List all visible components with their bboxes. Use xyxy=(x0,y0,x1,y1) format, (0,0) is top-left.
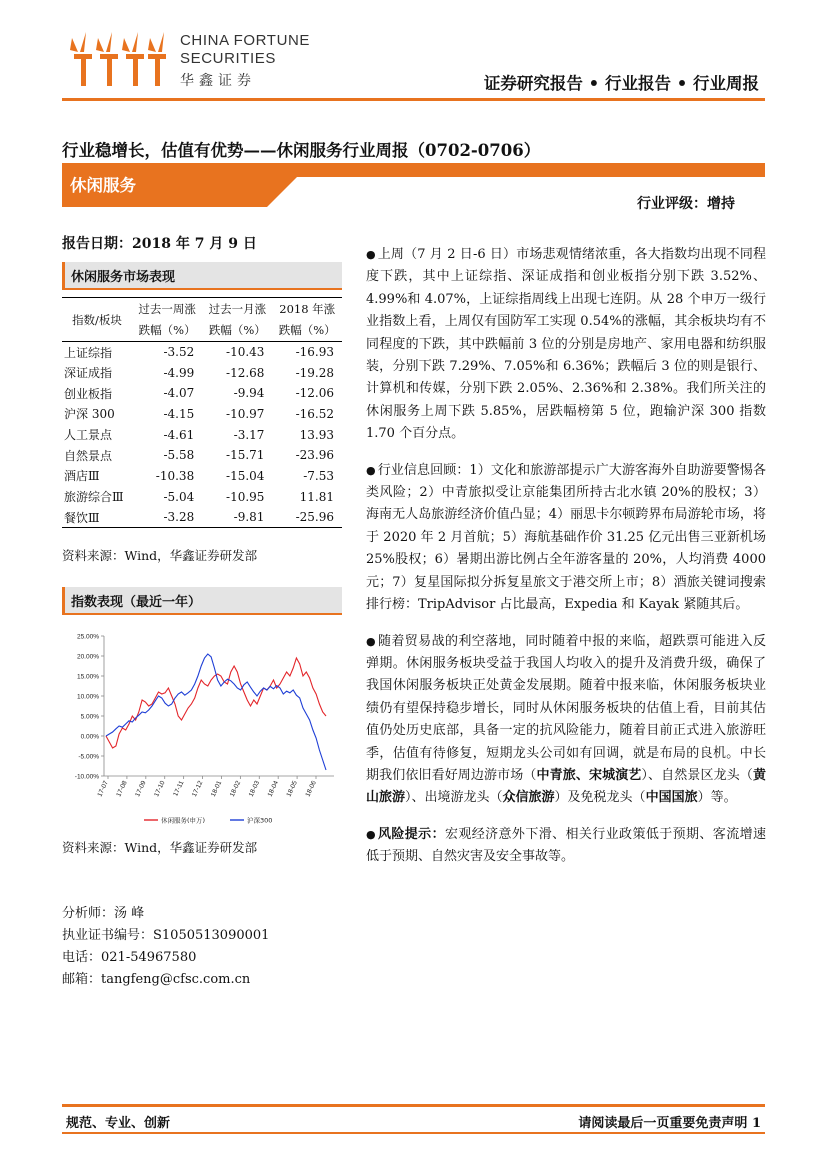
header-divider xyxy=(62,98,765,101)
x-tick-label: 18-02 xyxy=(228,779,243,798)
bullet-icon: ● xyxy=(366,634,376,648)
chart-section-rule xyxy=(62,613,342,615)
analyst-phone: 电话：021-54967580 xyxy=(62,950,197,965)
x-tick-label: 17-10 xyxy=(153,779,167,798)
industry-rating: 行业评级：增持 xyxy=(637,196,735,212)
report-date: 报告日期：2018 年 7 月 9 日 xyxy=(62,236,257,252)
index-performance-chart xyxy=(62,622,342,832)
table-row: 自然景点 -5.58 -15.71 -23.96 xyxy=(64,448,334,463)
table-row: 深证成指 -4.99 -12.68 -19.28 xyxy=(64,365,334,381)
chart-section-header: 指数表现（最近一年） xyxy=(62,587,342,613)
x-tick-label: 17-12 xyxy=(190,779,205,798)
table-row: 餐饮Ⅲ -3.28 -9.81 -25.96 xyxy=(62,507,342,528)
analyst-name: 分析师：汤 峰 xyxy=(62,906,145,921)
market-section-header: 休闲服务市场表现 xyxy=(62,262,342,288)
series-line-0 xyxy=(106,658,326,748)
footer-slogan: 规范、专业、创新 xyxy=(66,1116,171,1131)
col-header-index: 指数/板块 xyxy=(62,298,132,342)
y-tick-label: -10.00% xyxy=(74,773,99,781)
col-header-month: 过去一月涨 xyxy=(202,298,272,320)
body-text xyxy=(366,244,766,883)
y-tick-label: -5.00% xyxy=(78,753,99,761)
line-chart-svg xyxy=(62,622,342,832)
y-tick-label: 15.00% xyxy=(76,673,99,681)
fortune-logo-icon xyxy=(62,28,172,88)
col-header-month-unit: 跌幅（%） xyxy=(202,320,272,342)
paragraph-outlook: ● 随着贸易战的利空落地，同时随着中报的来临，超跌票可能进入反弹期。休闲服务板块受益于我国人均收入的提升及消费升级，确保了我国休闲服务板块正处黄金发展期。随着中报来临，休闲服务板块业绩仍有望保持稳步增长，同时从休闲服务板块的估值上看，目前其估值仍处历史底部，具备一定的抗风险能力，随着目前正式进入旅游旺季，估值有待修复，短期龙头公司如有回调，就是布局的良机。中长期我们依旧看好周边游市场（中青旅、宋城演艺）、自然景区龙头（黄山旅游）、出境游龙头（众信旅游）及免税龙头（中国国旅）等。 xyxy=(366,633,766,806)
x-tick-label: 18-04 xyxy=(266,779,280,798)
x-tick-label: 18-05 xyxy=(285,779,299,798)
x-tick-label: 18-01 xyxy=(209,779,224,798)
analyst-email[interactable]: 邮箱：tangfeng@cfsc.com.cn xyxy=(62,972,251,987)
paragraph-risk: ● 风险提示：宏观经济意外下滑、相关行业政策低于预期、客流增速低于预期、自然灾害及安全事故等。 xyxy=(366,826,766,865)
col-header-week: 过去一周涨 xyxy=(132,298,202,320)
footer xyxy=(62,1104,765,1134)
x-tick-label: 17-09 xyxy=(134,779,148,798)
table-row: 人工景点 -4.61 -3.17 13.93 xyxy=(64,427,334,443)
y-tick-label: 10.00% xyxy=(76,693,99,701)
analyst-cert: 执业证书编号：S1050513090001 xyxy=(62,928,270,943)
bullet-icon: ● xyxy=(366,248,376,261)
table-source: 资料来源：Wind，华鑫证券研发部 xyxy=(62,548,258,563)
report-title: 行业稳增长，估值有优势——休闲服务行业周报（0702-0706） xyxy=(62,141,541,160)
legend-label: 沪深300 xyxy=(247,816,273,825)
x-tick-label: 18-03 xyxy=(247,779,262,798)
legend-label: 休闲服务(申万) xyxy=(161,816,206,825)
x-tick-label: 17-11 xyxy=(172,779,186,798)
chart-source: 资料来源：Wind，华鑫证券研发部 xyxy=(62,840,258,855)
market-performance-table xyxy=(62,297,342,528)
table-row: 旅游综合Ⅲ -5.04 -10.95 11.81 xyxy=(64,489,334,505)
table-row: 上证综指 -3.52 -10.43 -16.93 xyxy=(64,345,334,360)
y-tick-label: 5.00% xyxy=(80,713,99,721)
sector-label: 休闲服务 xyxy=(70,176,136,195)
paragraph-market-review: ● 上周（7 月 2 日-6 日）市场悲观情绪浓重，各大指数均出现不同程度下跌，其中上证综指、深证成指和创业板指分别下跌 3.52%、4.99%和 4.07%，上证综指周线上出现七连阴。从 28 个申万一级行业指数上看，上周仅有国防军工实现 0.54%的涨幅，其余板块均有不同程度的下跌，其中跌幅前 3 位的分别是房地产、家用电器和纺织服装，分别下跌 7.29%、7.05%和 6.36%；跌幅后 3 位的则是银行、计算机和传媒，分别下跌 2.05%、2.36%和 2.38%。我们所关注的休闲服务上周下跌 5.85%，居跌幅榜第 5 位，跑输沪深 300 指数 1.70 个百分点。 xyxy=(366,247,766,442)
y-tick-label: 0.00% xyxy=(80,733,99,741)
logo-chinese: 华鑫证券 xyxy=(180,73,256,89)
x-tick-label: 18-06 xyxy=(304,779,318,798)
x-tick-label: 17-08 xyxy=(115,779,129,798)
report-type: 证券研究报告 • 行业报告 • 行业周报 xyxy=(483,74,759,93)
footer-disclaimer: 请阅读最后一页重要免责声明 1 xyxy=(578,1116,761,1131)
bullet-icon: ● xyxy=(366,827,376,841)
y-tick-label: 20.00% xyxy=(76,653,99,661)
col-header-year: 2018 年涨 xyxy=(272,298,342,320)
company-logo xyxy=(62,22,382,92)
table-row: 创业板指 -4.07 -9.94 -12.06 xyxy=(64,386,334,401)
col-header-week-unit: 跌幅（%） xyxy=(132,320,202,342)
logo-english: CHINA FORTUNE SECURITIES xyxy=(180,32,311,67)
col-header-year-unit: 跌幅（%） xyxy=(272,320,342,342)
y-tick-label: 25.00% xyxy=(76,633,99,641)
bullet-icon: ● xyxy=(366,463,376,477)
x-tick-label: 17-07 xyxy=(96,779,110,798)
table-row: 沪深 300 -4.15 -10.97 -16.52 xyxy=(64,406,334,422)
table-row: 酒店Ⅲ -10.38 -15.04 -7.53 xyxy=(64,468,334,484)
market-section-rule xyxy=(62,288,342,290)
paragraph-industry-news: ● 行业信息回顾：1）文化和旅游部提示广大游客海外自助游要警惕各类风险；2）中青旅拟受让京能集团所持古北水镇 20%的股权；3）海南无人岛旅游经济价值凸显；4）丽思卡尔顿跨界布局游轮市场，将于 2020 年 2 月首航；5）海航基础作价 31.25 亿元出售三亚新机场 25%股权；6）暑期出游比例占全年游客量的 20%，人均消费 4000 元；7）复星国际拟分拆复星旅文于港交所上市；8）酒旅关键词搜索排行榜：TripAdvisor 占比最高，Expedia 和 Kayak 紧随其后。 xyxy=(366,462,766,613)
